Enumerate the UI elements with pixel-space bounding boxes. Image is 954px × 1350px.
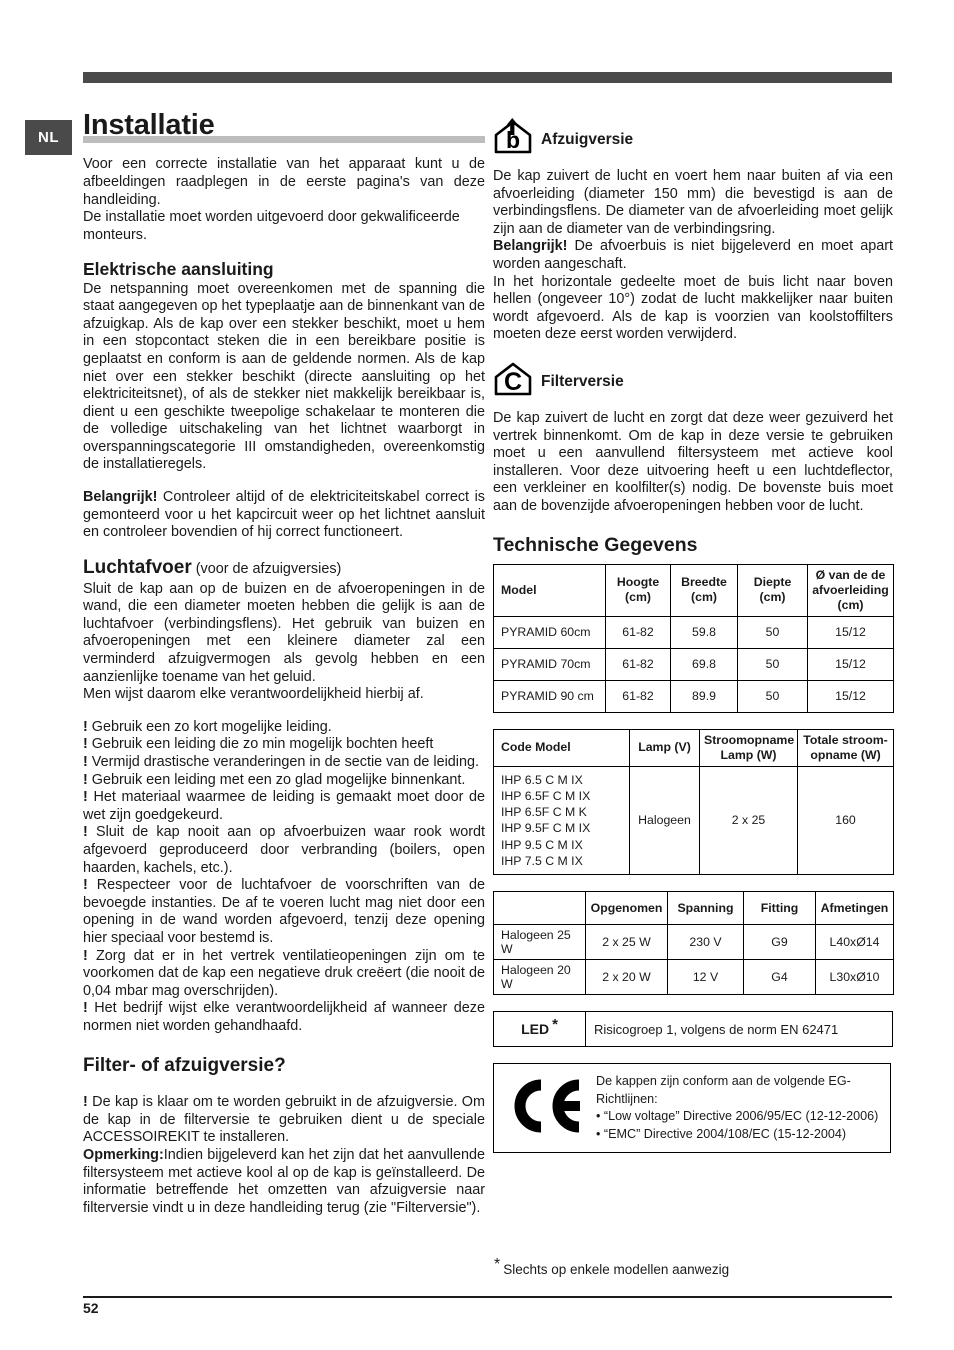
house-c-icon — [493, 362, 533, 396]
afzuigversie-heading-row — [493, 118, 893, 154]
ce-line-3: • “EMC” Directive 2004/108/EC (15-12-2004) — [596, 1126, 847, 1141]
afzuigversie-paragraph-1: De kap zuivert de lucht en voert hem naar buiten af via een afvoerleiding (diameter 150 mm) die bevestigd is aan de verbindingsflens. De diameter van de afvoerleiding moet gelijk zijn aan de diameter van de verbindingsring. — [493, 168, 893, 237]
footnote — [494, 1255, 730, 1277]
table-lamp-specs — [493, 891, 894, 995]
heading-elektrische-aansluiting: Elektrische aansluiting — [83, 259, 274, 280]
heading-filter-of-afzuigversie: Filter- of afzuigversie? — [83, 1055, 286, 1077]
bullet-item — [83, 824, 485, 877]
th-line: (cm) — [759, 590, 786, 604]
table-header-row — [494, 892, 894, 925]
bullet-marker: ! — [83, 1094, 88, 1111]
filter-bullet-item — [83, 1094, 485, 1147]
th-line: Diepte — [753, 575, 792, 589]
bullet-marker: ! — [83, 877, 88, 894]
right-column — [493, 118, 893, 1153]
cell-lamp-name: Halogeen 25 W — [494, 925, 586, 960]
bullet-text: Het bedrijf wijst elke verantwoordelijkheid af wanneer deze normen niet worden gehandhaafd. — [83, 1000, 486, 1034]
model-code: IHP 6.5F C M K — [501, 805, 587, 820]
cell-diepte: 50 — [738, 680, 808, 712]
belangrijk-paragraph — [83, 489, 485, 542]
bullet-text: Zorg dat er in het vertrek ventilatieopeningen zijn om te voorkomen dat de kap een negatieve druk creëert (die nooit de 0,04 mbar mag overschrijden). — [83, 947, 485, 999]
left-column — [83, 110, 485, 1217]
cell-breedte: 89.9 — [671, 680, 738, 712]
led-label-cell — [494, 1012, 586, 1047]
th-line: Totale stroom- — [803, 732, 888, 747]
th-lamp-v: Lamp (V) — [630, 729, 700, 766]
led-row — [494, 1012, 893, 1047]
table-header-row — [494, 564, 894, 616]
opmerking-paragraph — [83, 1147, 485, 1217]
th-spanning: Spanning — [668, 892, 744, 925]
cell-afvoerleiding: 15/12 — [808, 616, 894, 648]
table-dimensions — [493, 564, 894, 713]
ce-line-1: De kappen zijn conform aan de volgende EG-Richtlijnen: — [596, 1074, 851, 1106]
asterisk-marker: * — [494, 1255, 501, 1273]
filterversie-heading-row — [493, 362, 893, 396]
intro-paragraph-2: De installatie moet worden uitgevoerd door gekwalificeerde monteurs. — [83, 209, 460, 243]
bullet-marker: ! — [83, 736, 88, 753]
th-line: Breedte — [681, 575, 727, 589]
cell-hoogte: 61-82 — [606, 648, 671, 680]
bullet-marker: ! — [83, 753, 88, 770]
th-line: (cm) — [691, 590, 717, 604]
th-totale-stroomopname — [798, 729, 894, 766]
cell-code-model-list — [494, 766, 630, 875]
table-header-row — [494, 729, 894, 766]
th-afvoerleiding — [808, 564, 894, 616]
cell-hoogte: 61-82 — [606, 616, 671, 648]
bullet-marker: ! — [83, 947, 88, 964]
bullet-text: Het materiaal waarmee de leiding is gemaakt moet door de wet zijn goedgekeurd. — [83, 789, 486, 823]
filterversie-paragraph-1: De kap zuivert de lucht en zorgt dat deze weer gezuiverd het vertrek binnenkomt. Om de kap in deze versie te gebruiken moet u een aanvullend filtersysteem met actieve kool installeren. Voor deze uitvoering heeft u een luchtdeflector, een verkleiner en koolfilter(s) nodig. De bovenste buis moet aan de bovenzijde afvoeropeningen hebben voor de lucht. — [493, 409, 893, 514]
luchtafvoer-sub: (voor de afzuigversies) — [191, 560, 342, 577]
bullet-item — [83, 877, 485, 947]
page-number: 52 — [83, 1300, 99, 1316]
cell-totale-stroomopname: 160 — [798, 766, 894, 875]
model-code: IHP 9.5 C M IX — [501, 837, 583, 852]
bullet-item — [83, 719, 485, 737]
bullet-text: Gebruik een leiding die zo min mogelijk bochten heeft — [91, 736, 434, 753]
led-info-box — [493, 1011, 893, 1047]
th-line: opname (W) — [810, 747, 881, 762]
afzuigversie-label: Afzuigversie — [541, 131, 634, 148]
th-diepte — [738, 564, 808, 616]
cell-opgenomen: 2 x 25 W — [586, 925, 668, 960]
th-line: Lamp (W) — [720, 747, 777, 762]
bullet-text: Sluit de kap nooit aan op afvoerbuizen waar rook wordt afgevoerd geproduceerd door verbranding (boilers, open haarden, kachels, etc.). — [83, 824, 486, 876]
page-title: Installatie — [83, 109, 215, 141]
belangrijk-text: Controleer altijd of de elektriciteitskabel correct is gemonteerd voor u het kapcircuit weer op het lichtnet aansluit en controleer bovendien of hij correct functioneert. — [83, 489, 485, 541]
bullet-marker: ! — [83, 771, 88, 788]
th-line: (cm) — [837, 597, 864, 612]
footer-rule — [83, 1296, 892, 1298]
cell-diepte: 50 — [738, 616, 808, 648]
bullet-item — [83, 772, 485, 790]
house-arrow-b-icon — [493, 118, 533, 154]
led-label: LED — [521, 1021, 550, 1038]
belangrijk-label: Belangrijk! — [83, 489, 158, 506]
th-stroomopname — [700, 729, 798, 766]
bullet-marker: ! — [83, 1000, 88, 1017]
cell-spanning: 230 V — [668, 925, 744, 960]
elektrische-body: De netspanning moet overeenkomen met de spanning die staat aangegeven op het typeplaatje aan de binnenkant van de afzuigkap. Als de kap over een stekker beschikt, moet u hem in een stopcontact steken die in een bereikbare positie is geplaatst en conform is aan de geldende normen. Als de kap niet over een stekker beschikt (directe aansluiting op het elektriciteitsnet), of als de stekker niet makkelijk bereikbaar is, dient u een geschikte tweepolige schakelaar te monteren die de volledige uitschakeling van het lichtnet waarborgt in overspanningscategorie III omstandigheden, overeenkomstig de installatieregels. — [83, 280, 485, 473]
ce-line-2: • “Low voltage” Directive 2006/95/EC (12-12-2006) — [596, 1109, 879, 1124]
table-row — [494, 766, 894, 875]
th-line: (cm) — [625, 590, 651, 604]
cell-breedte: 69.8 — [671, 648, 738, 680]
model-code: IHP 9.5F C M IX — [501, 821, 591, 836]
luchtafvoer-body-2: Men wijst daarom elke verantwoordelijkheid hierbij af. — [83, 686, 424, 703]
bullet-item — [83, 948, 485, 1001]
heading-technische-gegevens: Technische Gegevens — [493, 533, 698, 556]
table-row — [494, 925, 894, 960]
belangrijk-text: De afvoerbuis is niet bijgeleverd en moet apart worden aangeschaft. — [493, 238, 893, 272]
intro-paragraph-1: Voor een correcte installatie van het apparaat kunt u de afbeeldingen raadplegen in de eerste pagina's van deze handleiding. — [83, 156, 485, 208]
ce-text-block — [596, 1073, 882, 1143]
cell-opgenomen: 2 x 20 W — [586, 960, 668, 995]
afzuigversie-belangrijk — [493, 238, 893, 273]
table-row — [494, 616, 894, 648]
belangrijk-label: Belangrijk! — [493, 238, 568, 255]
ce-mark-icon — [508, 1077, 586, 1140]
bullet-text: Respecteer voor de luchtafvoer de voorschriften van de bevoegde instanties. De af te voeren lucht mag niet door een opening in de wand worden afgevoerd, tenzij deze opening hier speciaal voor bestemd is. — [83, 877, 485, 946]
luchtafvoer-body: Sluit de kap aan op de buizen en de afvoeropeningen in de wand, die een diameter moeten hebben die gelijk is aan de luchtafvoer (verbindingsflens). Het gebruik van buizen en afvoeropeningen met een kleinere diameter zal een verminderd afzuigvermogen als gevolg hebben en een aanzienlijke toename van het geluid. — [83, 580, 485, 685]
cell-model: PYRAMID 70cm — [494, 648, 606, 680]
cell-fitting: G9 — [744, 925, 816, 960]
th-line: afvoerleiding — [812, 582, 889, 597]
bullet-item — [83, 789, 485, 824]
bullet-text: De kap is klaar om te worden gebruikt in de afzuigversie. Om de kap in de filterversie te gebruiken dient u de speciale ACCESSOIREKIT te installeren. — [83, 1094, 485, 1146]
model-code: IHP 7.5 C M IX — [501, 853, 583, 868]
th-empty — [494, 892, 586, 925]
bullet-marker: ! — [83, 789, 88, 806]
opmerking-text: Indien bijgeleverd kan het zijn dat het aanvullende filtersysteem met actieve kool al op de kap is geïnstalleerd. De informatie betreffende het omzetten van afzuigversie naar filterversie vindt u in deze handleiding terug (zie "Filterversie"). — [83, 1147, 485, 1216]
language-tab: NL — [25, 120, 72, 155]
bullet-text: Vermijd drastische veranderingen in de sectie van de leiding. — [91, 753, 479, 770]
luchtafvoer-label: Luchtafvoer — [83, 556, 192, 578]
cell-stroomopname: 2 x 25 — [700, 766, 798, 875]
led-text-cell: Risicogroep 1, volgens de norm EN 62471 — [586, 1012, 893, 1047]
bullet-marker: ! — [83, 718, 88, 735]
th-opgenomen: Opgenomen — [586, 892, 668, 925]
th-model: Model — [494, 564, 606, 616]
cell-lamp-name: Halogeen 20 W — [494, 960, 586, 995]
heading-luchtafvoer — [83, 557, 485, 580]
cell-breedte: 59.8 — [671, 616, 738, 648]
model-code: IHP 6.5 C M IX — [501, 772, 583, 787]
cell-afmetingen: L30xØ10 — [816, 960, 894, 995]
cell-model: PYRAMID 90 cm — [494, 680, 606, 712]
asterisk-marker: * — [552, 1015, 558, 1033]
cell-afvoerleiding: 15/12 — [808, 648, 894, 680]
footnote-text: Slechts op enkele modellen aanwezig — [503, 1262, 730, 1277]
cell-fitting: G4 — [744, 960, 816, 995]
model-code: IHP 6.5F C M IX — [501, 788, 591, 803]
afzuigversie-paragraph-2: In het horizontale gedeelte moet de buis licht naar boven hellen (ongeveer 10°) zodat de lucht makkelijker naar buiten wordt afgevoerd. Als de kap is voorzien van koolstoffilters moeten deze eerst worden verwijderd. — [493, 273, 893, 343]
svg-text:C: C — [503, 367, 523, 396]
cell-hoogte: 61-82 — [606, 680, 671, 712]
th-line: Ø van de de — [815, 567, 886, 582]
cell-afmetingen: L40xØ14 — [816, 925, 894, 960]
header-rule — [83, 72, 892, 83]
th-line: Stroomopname — [704, 732, 795, 747]
bullet-text: Gebruik een leiding met een zo glad mogelijke binnenkant. — [91, 771, 466, 788]
cell-diepte: 50 — [738, 648, 808, 680]
th-line: Hoogte — [616, 575, 660, 589]
opmerking-label: Opmerking: — [83, 1147, 164, 1164]
table-row — [494, 960, 894, 995]
th-fitting: Fitting — [744, 892, 816, 925]
cell-model: PYRAMID 60cm — [494, 616, 606, 648]
ce-conformity-box — [493, 1063, 891, 1153]
table-code-models — [493, 729, 894, 876]
th-hoogte — [606, 564, 671, 616]
filterversie-label: Filterversie — [541, 372, 624, 390]
th-breedte — [671, 564, 738, 616]
cell-spanning: 12 V — [668, 960, 744, 995]
bullet-text: Gebruik een zo kort mogelijke leiding. — [91, 718, 332, 735]
bullet-item — [83, 1000, 485, 1035]
table-row — [494, 680, 894, 712]
cell-lamp-type: Halogeen — [630, 766, 700, 875]
th-afmetingen: Afmetingen — [816, 892, 894, 925]
table-row — [494, 648, 894, 680]
svg-text:b: b — [505, 127, 521, 153]
cell-afvoerleiding: 15/12 — [808, 680, 894, 712]
bullet-item — [83, 754, 485, 772]
bullet-marker: ! — [83, 824, 88, 841]
bullet-item — [83, 736, 485, 754]
th-code-model: Code Model — [494, 729, 630, 766]
